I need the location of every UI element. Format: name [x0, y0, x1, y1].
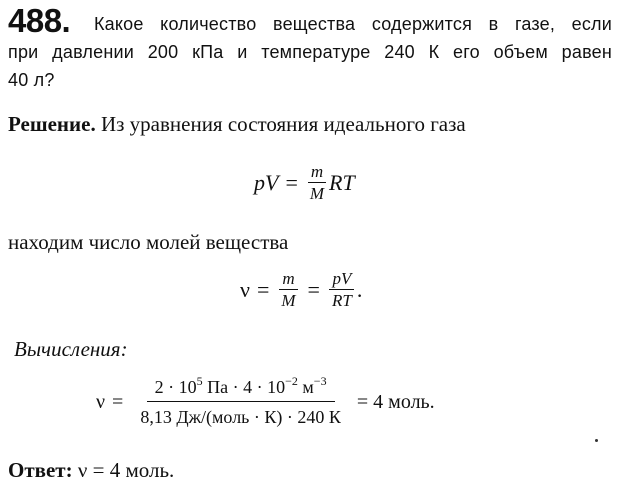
fraction-m-over-M — [307, 163, 327, 202]
exponent-b: −2 — [285, 374, 298, 388]
formula-equals: = — [307, 276, 320, 302]
answer-text: ν = 4 моль. — [72, 458, 175, 482]
formula-nu: ν — [240, 276, 250, 302]
calculation-heading: Вычисления: — [14, 337, 128, 361]
fraction-denominator: M — [281, 291, 296, 310]
formula-rhs-rt: RT — [329, 169, 355, 195]
problem-text-line-3: 40 л? — [8, 70, 55, 90]
fraction-numerator: m — [279, 270, 297, 290]
exponent-c: −3 — [313, 374, 327, 388]
answer-label: Ответ: — [8, 458, 73, 482]
solution-label: Решение. — [8, 112, 96, 136]
formula-equals: = — [256, 276, 270, 302]
formula-equals: = — [285, 169, 298, 195]
calculation-numerator — [147, 374, 335, 402]
fraction-numerator: m — [308, 163, 326, 183]
formula-nu: ν — [96, 390, 106, 413]
fraction-denominator: RT — [331, 291, 352, 310]
fraction-m-over-M — [278, 270, 298, 309]
problem-text-line-1: Какое количество вещества содержится в газе, если — [94, 14, 612, 34]
answer-line — [8, 458, 174, 483]
problem-number: 488. — [8, 2, 71, 39]
solution-intro — [8, 112, 466, 137]
problem-text-line-2: при давлении 200 кПа и температуре 240 К его объем равен — [8, 42, 612, 62]
numerator-part-c: м — [297, 377, 314, 397]
formula-equals: = — [112, 390, 124, 413]
solution-text: Из уравнения состояния идеального газа — [95, 112, 466, 136]
calculation-result: = 4 моль. — [356, 390, 435, 413]
calculation-fraction — [132, 374, 349, 427]
ideal-gas-equation — [254, 163, 355, 202]
numerator-part-b: Па · 4 · 10 — [202, 377, 286, 397]
fraction-pv-over-rt — [329, 270, 355, 309]
moles-intro-text: находим число молей вещества — [8, 230, 289, 254]
fraction-denominator: M — [309, 184, 325, 203]
moles-equation — [240, 270, 362, 309]
numerator-part-a: 2 · 10 — [154, 377, 197, 397]
stray-dot — [595, 439, 598, 442]
formula-period: . — [356, 276, 363, 302]
formula-lhs-pv: pV — [254, 169, 279, 195]
exponent-a: 5 — [196, 374, 203, 388]
calculation-equation — [96, 374, 435, 427]
fraction-numerator: pV — [329, 270, 354, 290]
calculation-denominator: 8,13 Дж/(моль · К) · 240 К — [140, 407, 341, 427]
